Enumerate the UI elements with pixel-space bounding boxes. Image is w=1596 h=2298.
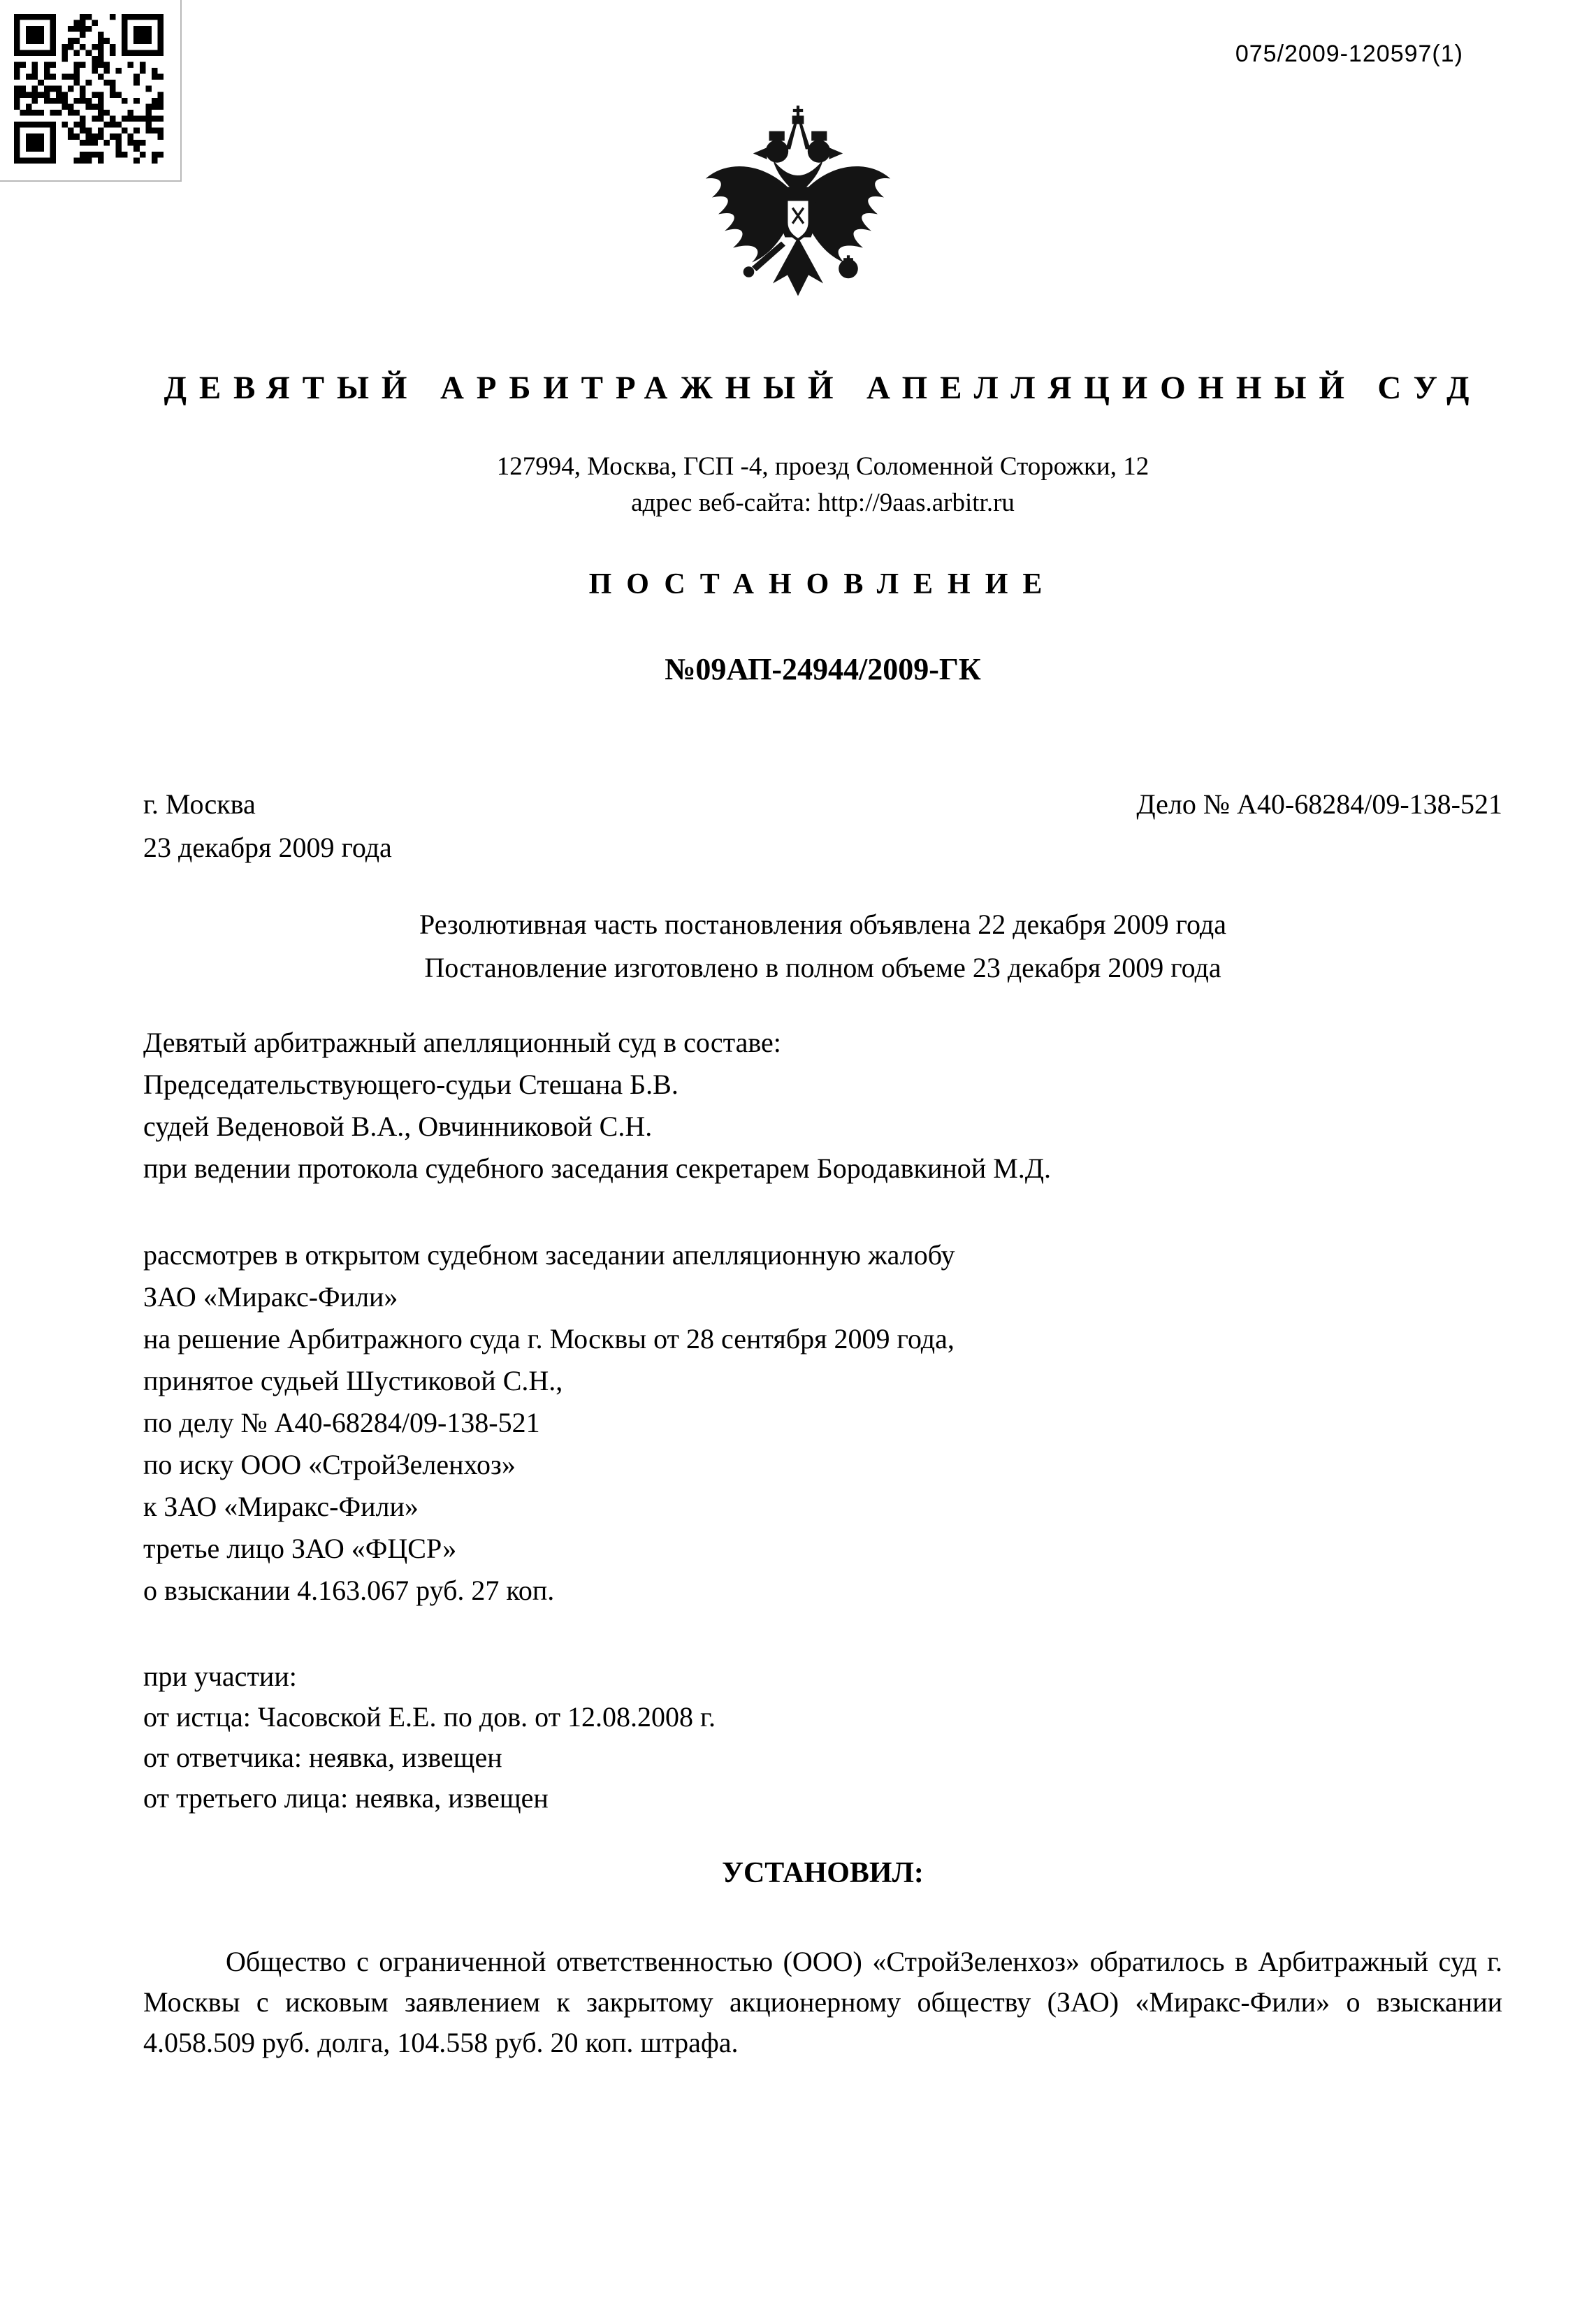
qr-frame bbox=[0, 0, 182, 182]
case-line: третье лицо ЗАО «ФЦСР» bbox=[143, 1533, 457, 1564]
participants-line: от ответчика: неявка, извещен bbox=[143, 1742, 502, 1773]
court-address: 127994, Москва, ГСП -4, проезд Соломенной Сторожки, 12 bbox=[496, 452, 1149, 481]
participants-block bbox=[143, 1656, 1502, 1819]
court-contacts bbox=[143, 449, 1502, 521]
appeal-case-number: №09АП-24944/2009-ГК bbox=[665, 652, 981, 686]
registry-number: 075/2009-120597(1) bbox=[1235, 41, 1463, 67]
composition-line: судей Веденовой В.А., Овчинниковой С.Н. bbox=[143, 1111, 653, 1142]
case-line: на решение Арбитражного суда г. Москвы от 28 сентября 2009 года, bbox=[143, 1323, 955, 1354]
case-line: по делу № А40-68284/09-138-521 bbox=[143, 1407, 540, 1438]
composition-line: Председательствующего-судьи Стешана Б.В. bbox=[143, 1069, 679, 1100]
case-reference: Дело № А40-68284/09-138-521 bbox=[1136, 788, 1502, 820]
case-line: к ЗАО «Миракс-Фили» bbox=[143, 1491, 419, 1522]
ustanovil-heading: УСТАНОВИЛ: bbox=[722, 1857, 924, 1889]
announcement-line: Резолютивная часть постановления объявлена 22 декабря 2009 года bbox=[419, 909, 1227, 940]
case-line: о взыскании 4.163.067 руб. 27 коп. bbox=[143, 1575, 555, 1606]
court-website: адрес веб-сайта: http://9aas.arbitr.ru bbox=[631, 489, 1015, 517]
case-line: по иску ООО «СтройЗеленхоз» bbox=[143, 1449, 516, 1480]
announcement-line: Постановление изготовлено в полном объеме 23 декабря 2009 года bbox=[424, 952, 1221, 983]
case-line: рассмотрев в открытом судебном заседании апелляционную жалобу bbox=[143, 1239, 955, 1271]
coat-of-arms-icon bbox=[693, 102, 903, 324]
court-name: ДЕВЯТЫЙ АРБИТРАЖНЫЙ АПЕЛЛЯЦИОННЫЙ СУД bbox=[164, 370, 1482, 406]
case-description bbox=[143, 1234, 1502, 1612]
participants-line: при участии: bbox=[143, 1661, 297, 1692]
case-line: принятое судьей Шустиковой С.Н., bbox=[143, 1365, 563, 1396]
body-paragraph: Общество с ограниченной ответственностью (ООО) «СтройЗеленхоз» обратилось в Арбитражный суд г. Москвы с исковым заявлением к закрытому акционерному обществу (ЗАО) «Миракс-Фили» о взыскании 4.058.509 руб. долга, 104.558 руб. 20 коп. штрафа. bbox=[143, 1946, 1502, 2058]
participants-line: от третьего лица: неявка, извещен bbox=[143, 1782, 549, 1814]
meta-block bbox=[143, 783, 1502, 869]
composition-line: при ведении протокола судебного заседания секретарем Бородавкиной М.Д. bbox=[143, 1152, 1052, 1184]
composition-line: Девятый арбитражный апелляционный суд в составе: bbox=[143, 1027, 781, 1058]
announcement-block bbox=[143, 903, 1502, 990]
participants-line: от истца: Часовской Е.Е. по дов. от 12.08.2008 г. bbox=[143, 1701, 716, 1733]
qr-code-icon bbox=[14, 14, 164, 164]
court-composition bbox=[143, 1022, 1502, 1190]
case-line: ЗАО «Миракс-Фили» bbox=[143, 1281, 398, 1313]
document-title: ПОСТАНОВЛЕНИЕ bbox=[588, 568, 1057, 600]
document-date: 23 декабря 2009 года bbox=[143, 832, 392, 863]
city: г. Москва bbox=[143, 788, 256, 820]
